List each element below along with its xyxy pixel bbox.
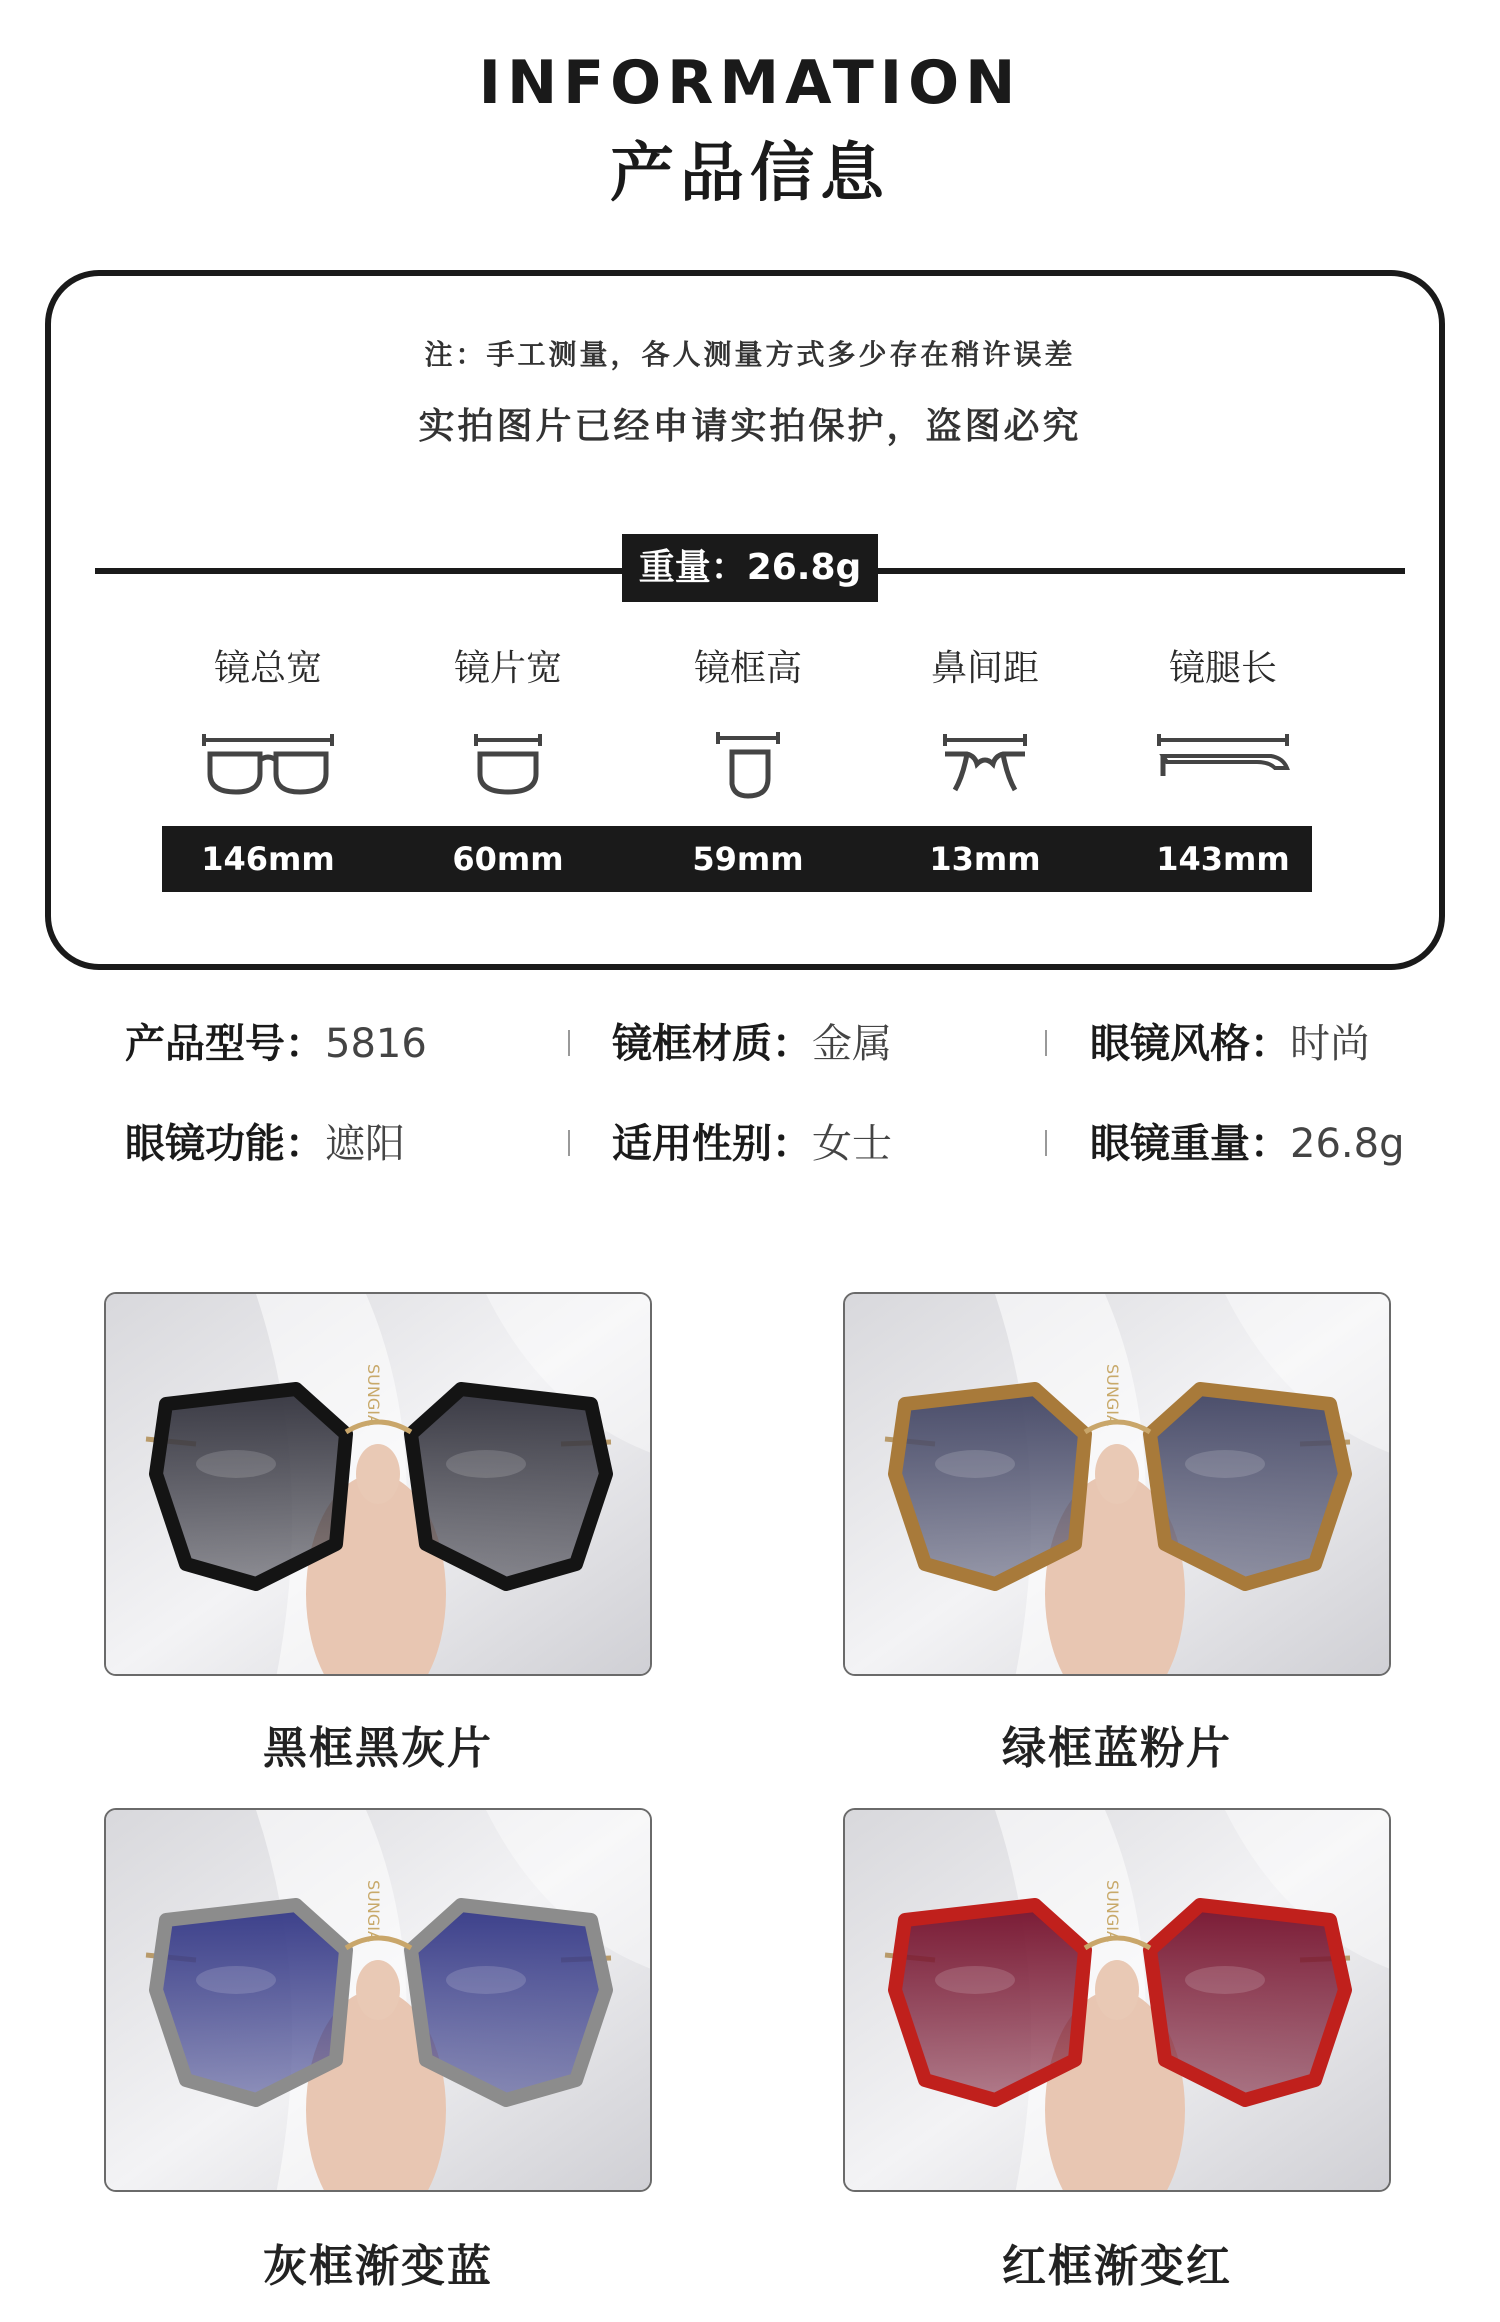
attr-separator	[568, 1030, 570, 1056]
attr-value: 26.8g	[1290, 1121, 1405, 1167]
attr-key: 产品型号：	[125, 1021, 325, 1067]
sunglasses-image	[845, 1810, 1391, 2192]
lens-width-icon	[438, 730, 578, 800]
measurement-note: 注：手工测量，各人测量方式多少存在稍许误差	[424, 338, 1076, 371]
temple-length-icon	[1153, 730, 1293, 800]
attr-gender	[612, 1112, 892, 1169]
variant-photo-green[interactable]	[843, 1292, 1391, 1676]
variant-caption-gray: 灰框渐变蓝	[263, 2241, 493, 2292]
variant-photo-black[interactable]	[104, 1292, 652, 1676]
brand-watermark: SUNGIA	[364, 1880, 383, 1942]
variant-photo-gray[interactable]	[104, 1808, 652, 2192]
attr-function	[125, 1112, 405, 1169]
attr-separator	[568, 1130, 570, 1156]
attr-weight	[1090, 1112, 1404, 1169]
brand-watermark: SUNGIA	[1103, 1364, 1122, 1426]
sunglasses-image	[845, 1294, 1391, 1676]
measure-label-lens-width: 镜片宽	[453, 648, 562, 689]
variant-caption-red: 红框渐变红	[1002, 2241, 1232, 2292]
sunglasses-image	[106, 1294, 652, 1676]
sunglasses-image	[106, 1810, 652, 2192]
title-cn: 产品信息	[610, 137, 890, 211]
variant-caption-black: 黑框黑灰片	[263, 1723, 493, 1774]
attr-key: 眼镜风格：	[1090, 1021, 1290, 1067]
attr-value: 5816	[325, 1021, 427, 1067]
variant-photo-red[interactable]	[843, 1808, 1391, 2192]
measure-value-frame-height: 59mm	[692, 840, 804, 878]
attr-frame-material	[612, 1012, 892, 1069]
measure-value-lens-width: 60mm	[452, 840, 564, 878]
measure-label-frame-height: 镜框高	[693, 648, 802, 689]
measure-label-temple-length: 镜腿长	[1168, 648, 1277, 689]
attr-separator	[1045, 1130, 1047, 1156]
attr-key: 适用性别：	[612, 1121, 812, 1167]
measure-value-nose-bridge: 13mm	[929, 840, 1041, 878]
total-width-icon	[198, 730, 338, 800]
attr-key: 眼镜重量：	[1090, 1121, 1290, 1167]
attr-value: 时尚	[1290, 1021, 1370, 1067]
attr-style	[1090, 1012, 1370, 1069]
attr-key: 镜框材质：	[612, 1021, 812, 1067]
copyright-note: 实拍图片已经申请实拍保护，盗图必究	[418, 406, 1082, 447]
measure-value-temple-length: 143mm	[1156, 840, 1290, 878]
variant-caption-green: 绿框蓝粉片	[1002, 1723, 1232, 1774]
attr-value: 金属	[812, 1021, 892, 1067]
measure-label-nose-bridge: 鼻间距	[930, 648, 1039, 689]
attr-value: 女士	[812, 1121, 892, 1167]
title-en: INFORMATION	[478, 48, 1022, 118]
measure-label-total-width: 镜总宽	[213, 648, 322, 689]
attr-key: 眼镜功能：	[125, 1121, 325, 1167]
brand-watermark: SUNGIA	[364, 1364, 383, 1426]
measure-value-total-width: 146mm	[201, 840, 335, 878]
attr-value: 遮阳	[325, 1121, 405, 1167]
attr-separator	[1045, 1030, 1047, 1056]
nose-bridge-icon	[915, 730, 1055, 800]
frame-height-icon	[678, 730, 818, 800]
attr-model	[125, 1012, 427, 1069]
brand-watermark: SUNGIA	[1103, 1880, 1122, 1942]
weight-badge: 重量：26.8g	[622, 534, 878, 602]
